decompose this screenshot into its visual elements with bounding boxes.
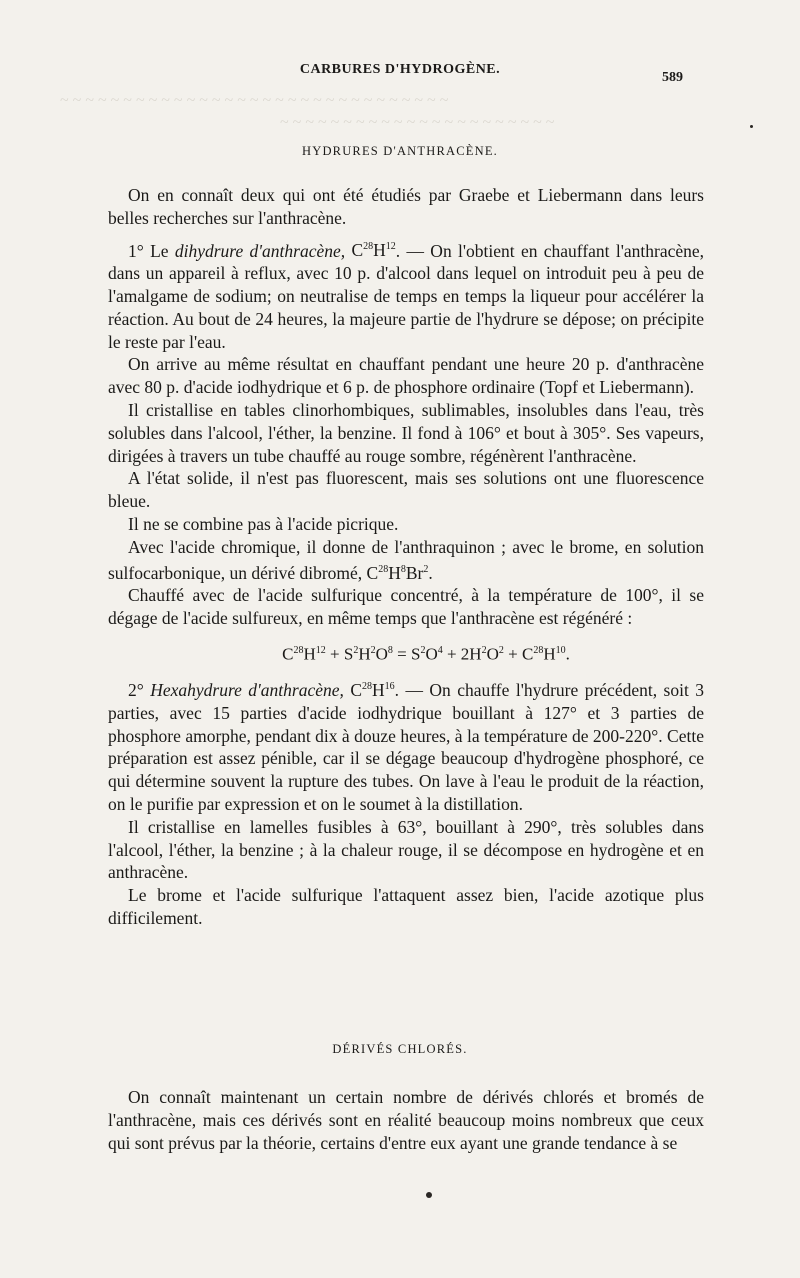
compound-name: dihydrure d'anthracène,	[174, 240, 346, 261]
bleed-through-shadow: ~ ~ ~ ~ ~ ~ ~ ~ ~ ~ ~ ~ ~ ~ ~ ~ ~ ~ ~ ~ ~ ~ ~ ~ ~ ~ ~ ~ ~ ~ ~	[60, 92, 449, 109]
formula-part: C	[351, 240, 364, 261]
eq-part: = S	[392, 644, 421, 664]
paragraph	[108, 536, 704, 584]
eq-part: H	[303, 644, 316, 664]
paragraph: On arrive au même résultat en chauffant pendant une heure 20 p. d'anthracène avec 80 p. d'acide iodhydrique et 6 p. de phosphore ordinaire (Topf et Liebermann).	[108, 354, 704, 398]
section-title-hydrures: HYDRURES D'ANTHRACÈNE.	[301, 144, 499, 158]
formula-sup: 12	[385, 241, 396, 253]
formula-sup: 8	[400, 563, 406, 575]
running-head: CARBURES D'HYDROGÈNE.	[299, 62, 501, 77]
paragraph: Chauffé avec de l'acide sulfurique concentré, à la température de 100°, il se dégage de l'acide sulfureux, en même temps que l'anthracène est régénéré :	[108, 585, 704, 628]
formula-sup: 2	[423, 563, 429, 575]
eq-part: O	[425, 644, 438, 664]
formula-part: H	[372, 680, 385, 701]
compound-name: Hexahydrure d'anthracène,	[150, 680, 344, 701]
formula-part: H	[388, 562, 401, 583]
eq-sup: 2	[498, 644, 504, 656]
eq-part: O	[375, 644, 388, 664]
eq-sup: 2	[481, 644, 487, 656]
eq-sup: 2	[353, 644, 359, 656]
paragraph-text: Avec l'acide chromique, il donne de l'anthraquinon ; avec le brome, en solution sulfocarbonique, un dérivé dibromé, C	[108, 536, 704, 583]
eq-sup: 2	[370, 644, 376, 656]
paragraph: On connaît maintenant un certain nombre de dérivés chlorés et bromés de l'anthracène, mais ces dérivés sont en réalité beaucoup moins nombreux que ceux qui sont prévus par la théorie, certains d'entre eux ayant une grande tendance à se	[108, 1087, 704, 1153]
formula-sup: 28	[363, 241, 374, 253]
paragraph: Il cristallise en tables clinorhombiques, sublimables, insolubles dans l'eau, très solubles dans l'alcool, l'éther, la benzine. Il fond à 106° et bout à 305°. Ses vapeurs, dirigées à travers un tube chauffé au rouge sombre, régénèrent l'anthracène.	[108, 400, 704, 466]
paragraph-text: . — On l'obtient en chauffant l'anthracène, dans un appareil à reflux, avec 10 p. d'alcool dans lequel on introduit peu à peu de l'amalgame de sodium; on neutralise de temps en temps la liqueur pour accélérer la réaction. Au bout de 24 heures, la majeure partie de l'hydrure se dépose; on précipite le reste par l'eau.	[108, 240, 705, 352]
intro-paragraph: On en connaît deux qui ont été étudiés par Graebe et Liebermann dans leurs belles recherches sur l'anthracène.	[108, 185, 704, 228]
dihydrure-paragraph	[108, 237, 704, 354]
eq-part: + S	[325, 644, 354, 664]
eq-sup: 2	[420, 644, 426, 656]
formula-part: Br	[405, 562, 424, 583]
eq-sup: 10	[555, 644, 566, 656]
eq-sup: 8	[387, 644, 393, 656]
paragraph-text: . — On chauffe l'hydrure précédent, soit 3 parties, avec 15 parties d'acide iodhydrique bouillant à 127° et 3 parties de phosphore amorphe, pendant dix à douze heures, à la température de 200-220°. Cette préparation est assez pénible, car il se dégage beaucoup d'hydrogène phosphoré, ce qui détermine souvent la rupture des tubes. On lave à l'eau le produit de la réaction, on le purifie par expression et on le soumet à la distillation.	[108, 680, 704, 815]
page-number: 589	[662, 70, 683, 85]
item-number: 2°	[128, 680, 144, 701]
eq-sup: 28	[293, 644, 304, 656]
ink-speck	[750, 125, 753, 128]
formula-part: H	[373, 240, 386, 261]
paragraph: Il cristallise en lamelles fusibles à 63°, bouillant à 290°, très solubles dans l'alcool, l'éther, la benzine ; à la chaleur rouge, il se décompose en hydrogène et en anthracène.	[108, 816, 704, 883]
eq-part: C	[282, 644, 294, 664]
paragraph: Le brome et l'acide sulfurique l'attaquent assez bien, l'acide azotique plus difficilement.	[108, 885, 704, 929]
item-number: 1°	[128, 240, 144, 261]
eq-part: H	[358, 644, 371, 664]
formula	[351, 240, 395, 260]
paragraph: A l'état solide, il n'est pas fluorescent, mais ses solutions ont une fluorescence bleue.	[108, 468, 704, 512]
closing-text	[108, 1086, 704, 1154]
ink-speck	[426, 1192, 432, 1198]
formula-part: .	[428, 562, 433, 583]
formula-sup: 28	[362, 681, 373, 693]
eq-sup: 12	[315, 644, 326, 656]
hexahydrure-paragraph	[108, 676, 704, 816]
section-title-derives-chlores: DÉRIVÉS CHLORÉS.	[332, 1042, 468, 1056]
main-text	[108, 184, 704, 930]
paragraph: Il ne se combine pas à l'acide picrique.	[128, 513, 399, 534]
eq-sup: 4	[437, 644, 443, 656]
chemical-equation	[148, 640, 704, 666]
bleed-through-shadow: ~ ~ ~ ~ ~ ~ ~ ~ ~ ~ ~ ~ ~ ~ ~ ~ ~ ~ ~ ~ ~ ~	[280, 114, 555, 131]
formula-sup: 16	[384, 681, 395, 693]
formula-sup: 28	[378, 563, 389, 575]
eq-part: + C	[503, 644, 534, 664]
eq-part: H	[543, 644, 556, 664]
eq-part: + 2H	[442, 644, 482, 664]
eq-part: .	[565, 644, 570, 664]
eq-sup: 28	[533, 644, 544, 656]
formula-part: C	[350, 680, 363, 701]
formula	[350, 680, 394, 700]
eq-part: O	[486, 644, 499, 664]
item-name-pre: Le	[150, 240, 175, 261]
